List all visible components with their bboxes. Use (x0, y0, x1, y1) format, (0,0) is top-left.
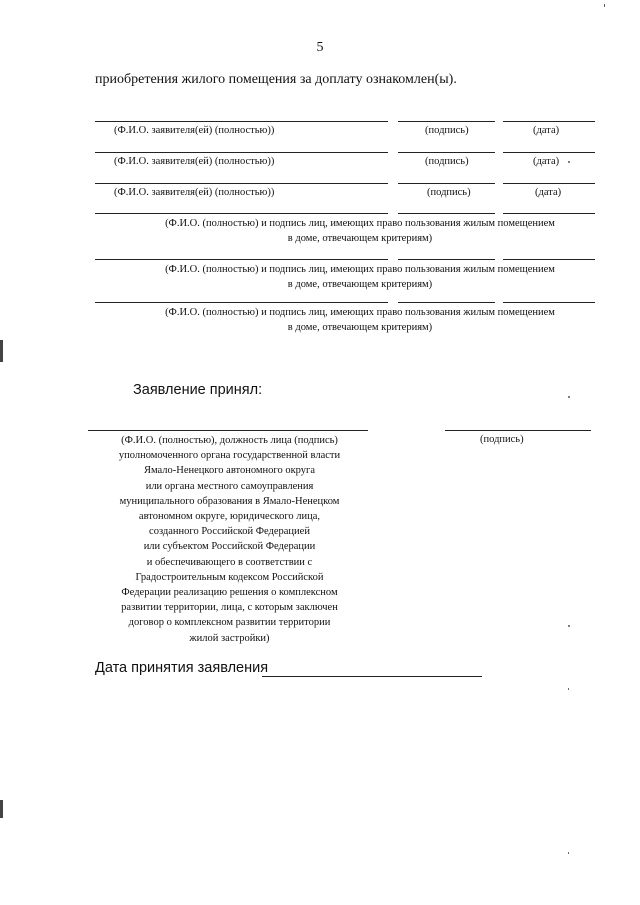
official-sign-caption: (подпись) (480, 434, 524, 445)
applicant-date-caption: (дата) (533, 156, 560, 167)
scan-speck (568, 161, 570, 163)
name-line (95, 183, 388, 184)
official-caption-line: развитии территории, лица, с которым заключен (121, 602, 338, 614)
official-caption-line: муниципального образования в Ямало-Ненецком (119, 495, 340, 507)
official-caption-line: или субъектом Российской Федерации (143, 541, 316, 553)
official-name-line (88, 430, 368, 431)
applicant-name-caption: (Ф.И.О. заявителя(ей) (полностью)) (114, 125, 275, 136)
resident-line (95, 213, 388, 214)
resident-caption-line2: в доме, отвечающем критериям) (287, 322, 433, 333)
resident-line (503, 213, 595, 214)
scan-edge-mark (0, 340, 3, 362)
official-caption-line: Федерации реализацию решения о комплексном (121, 587, 338, 599)
official-caption-line: созданного Российской Федерацией (149, 526, 310, 538)
resident-caption-line1: (Ф.И.О. (полностью) и подпись лиц, имеющих право пользования жилым помещением (165, 218, 555, 229)
applicant-sign-caption: (подпись) (425, 156, 469, 167)
resident-line (95, 259, 388, 260)
scan-speck (568, 625, 570, 627)
resident-caption (95, 262, 625, 292)
resident-line (503, 259, 595, 260)
scan-speck (568, 852, 569, 854)
date-accepted-label: Дата принятия заявления (95, 660, 269, 676)
official-caption-line: договор о комплексном развитии территории (128, 617, 331, 629)
scan-speck (568, 688, 569, 690)
official-caption-line: или органа местного самоуправления (145, 480, 314, 492)
official-sign-line (445, 430, 591, 431)
intro-text: приобретения жилого помещения за доплату ознакомлен(ы). (95, 72, 457, 87)
official-caption-line: уполномоченного органа государственной власти (118, 450, 341, 462)
resident-caption (95, 216, 625, 246)
official-caption-line: (Ф.И.О. (полностью), должность лица (подпись) (121, 435, 338, 446)
resident-line (398, 259, 495, 260)
resident-caption-line2: в доме, отвечающем критериям) (287, 233, 433, 244)
official-caption-line: и обеспечивающего в соответствии с (146, 556, 313, 568)
applicant-sign-caption: (подпись) (425, 125, 469, 136)
applicant-name-caption: (Ф.И.О. заявителя(ей) (полностью)) (114, 156, 275, 167)
resident-caption-line2: в доме, отвечающем критериям) (287, 279, 433, 290)
resident-caption-line1: (Ф.И.О. (полностью) и подпись лиц, имеющих право пользования жилым помещением (165, 264, 555, 275)
resident-line (398, 302, 495, 303)
official-caption-line: Ямало-Ненецкого автономного округа (143, 465, 316, 477)
official-caption-line: автономном округе, юридического лица, (138, 511, 321, 523)
scan-speck (568, 396, 570, 398)
applicant-date-caption: (дата) (535, 187, 562, 198)
resident-caption-line1: (Ф.И.О. (полностью) и подпись лиц, имеющих право пользования жилым помещением (165, 307, 555, 318)
name-line (95, 121, 388, 122)
date-line (503, 152, 595, 153)
resident-line (503, 302, 595, 303)
official-caption (88, 433, 371, 646)
resident-line (398, 213, 495, 214)
applicant-date-caption: (дата) (533, 125, 560, 136)
accepted-label: Заявление принял: (133, 382, 263, 398)
date-accepted-line (262, 676, 482, 677)
applicant-name-caption: (Ф.И.О. заявителя(ей) (полностью)) (114, 187, 275, 198)
official-caption-line: жилой застройки) (189, 632, 270, 644)
page-number: 5 (316, 40, 324, 55)
applicant-sign-caption: (подпись) (427, 187, 471, 198)
resident-caption (95, 305, 625, 335)
date-line (503, 183, 595, 184)
scan-speck (604, 4, 605, 7)
date-line (503, 121, 595, 122)
sign-line (398, 121, 495, 122)
resident-line (95, 302, 388, 303)
name-line (95, 152, 388, 153)
scan-edge-mark (0, 800, 3, 818)
official-caption-line: Градостроительным кодексом Российской (135, 571, 324, 583)
sign-line (398, 183, 495, 184)
sign-line (398, 152, 495, 153)
